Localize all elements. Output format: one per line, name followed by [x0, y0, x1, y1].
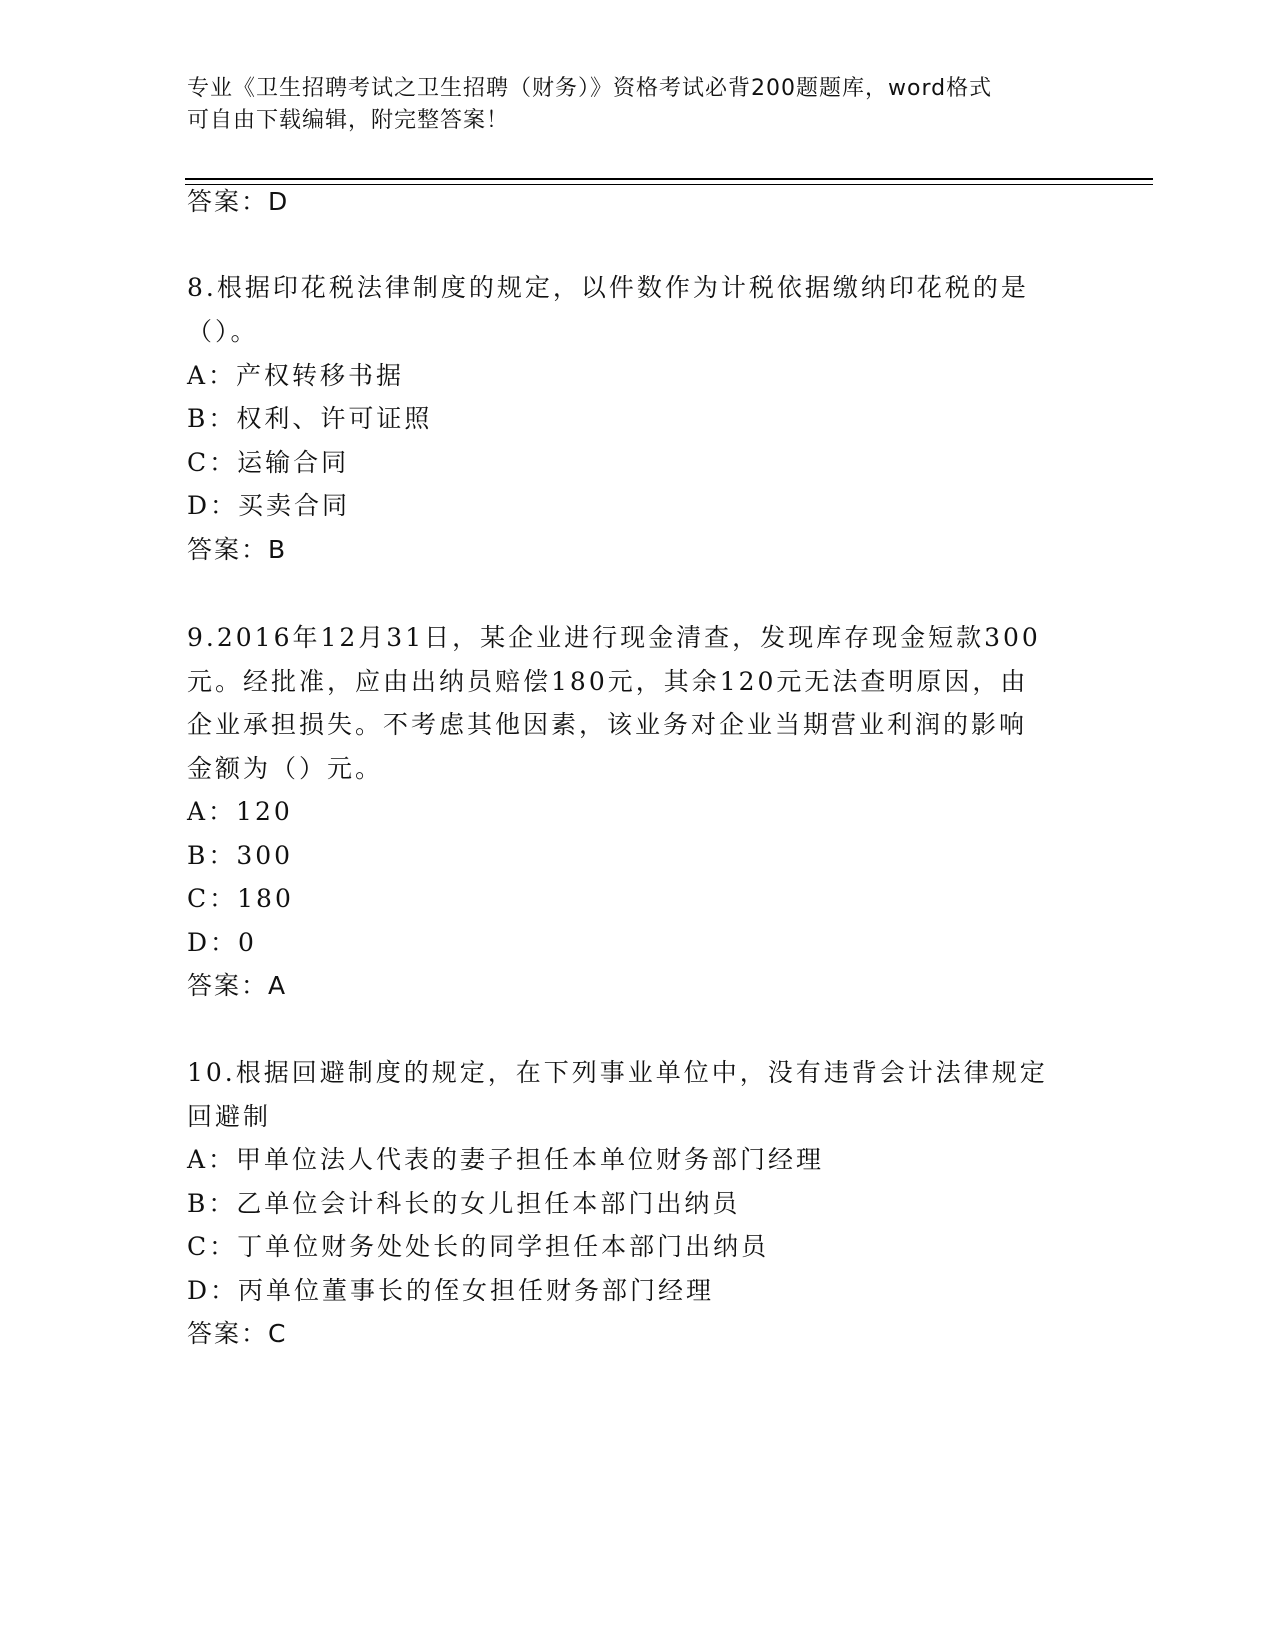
question-10-option-a: A：甲单位法人代表的妻子担任本单位财务部门经理: [187, 1145, 825, 1174]
question-9-option-b: B：300: [187, 841, 294, 870]
question-8-stem-line-2: （）。: [187, 317, 259, 346]
header-divider-thick: [185, 178, 1153, 180]
header-line-2: 可自由下载编辑，附完整答案！: [187, 108, 510, 133]
question-8-stem-line-1: 8.根据印花税法律制度的规定，以件数作为计税依据缴纳印花税的是: [187, 273, 1029, 302]
question-9-answer: 答案：A: [187, 971, 288, 1000]
header-line-1: 专业《卫生招聘考试之卫生招聘（财务）》资格考试必背200题题库，word格式: [187, 76, 993, 101]
question-9-option-c: C：180: [187, 884, 294, 913]
question-8-option-a: A：产权转移书据: [187, 361, 405, 390]
question-10-option-b: B：乙单位会计科长的女儿担任本部门出纳员: [187, 1189, 741, 1218]
question-9-stem-line-4: 金额为（）元。: [187, 754, 384, 783]
question-9-stem-line-3: 企业承担损失。不考虑其他因素，该业务对企业当期营业利润的影响: [187, 710, 1028, 739]
question-10-option-d: D：丙单位董事长的侄女担任财务部门经理: [187, 1276, 715, 1305]
question-8-option-b: B：权利、许可证照: [187, 404, 433, 433]
question-10-stem-line-1: 10.根据回避制度的规定，在下列事业单位中，没有违背会计法律规定: [187, 1058, 1048, 1087]
question-8-option-c: C：运输合同: [187, 448, 350, 477]
question-9-stem-line-2: 元。经批准，应由出纳员赔偿180元，其余120元无法查明原因，由: [187, 667, 1029, 696]
question-9-option-a: A：120: [187, 797, 293, 826]
header-divider-thin: [185, 184, 1153, 185]
question-10-option-c: C：丁单位财务处处长的同学担任本部门出纳员: [187, 1232, 770, 1261]
question-10-stem-line-2: 回避制: [187, 1102, 272, 1131]
question-8-answer: 答案：B: [187, 535, 288, 564]
question-9-option-d: D：0: [187, 928, 257, 957]
question-9-stem-line-1: 9.2016年12月31日，某企业进行现金清查，发现库存现金短款300: [187, 623, 1041, 652]
previous-answer: 答案：D: [187, 187, 290, 216]
question-8-option-d: D：买卖合同: [187, 491, 351, 520]
document-header: [187, 73, 1087, 137]
question-10-answer: 答案：C: [187, 1319, 288, 1348]
